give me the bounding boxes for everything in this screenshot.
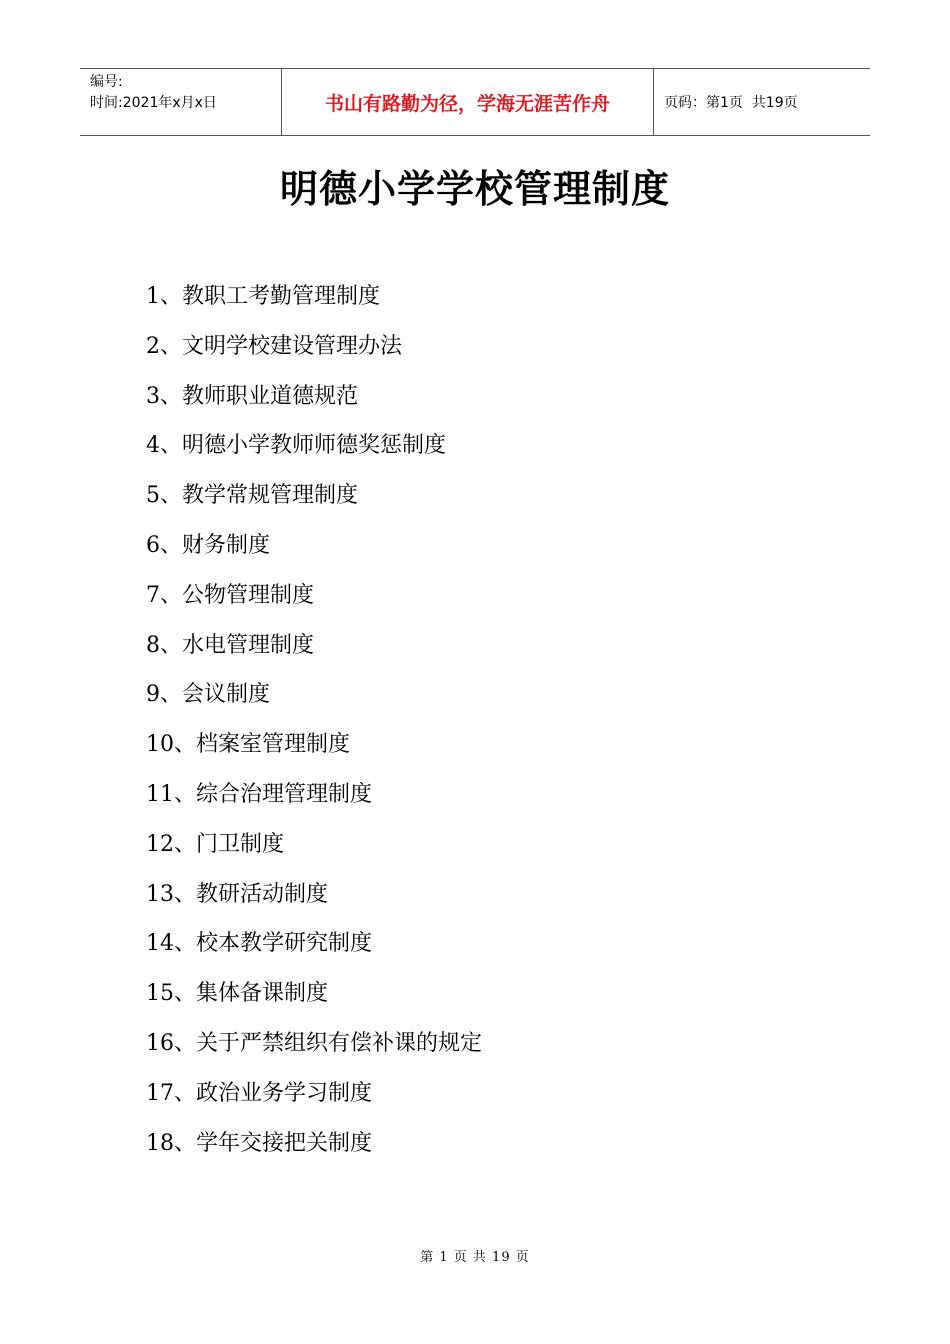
toc-item: 3、教师职业道德规范 — [146, 383, 358, 409]
toc-item: 4、明德小学教师师德奖惩制度 — [146, 433, 446, 459]
document-title: 明德小学学校管理制度 — [279, 166, 670, 211]
page-footer: 第 1 页 共 19 页 — [420, 1250, 530, 1265]
toc-item: 2、文明学校建设管理办法 — [146, 333, 402, 359]
header-motto-cell — [282, 69, 654, 135]
toc-item: 14、校本教学研究制度 — [146, 931, 372, 957]
header-page-cell — [654, 69, 870, 135]
toc-item: 10、档案室管理制度 — [146, 732, 350, 758]
header-page-info: 页码：第1页 共19页 — [664, 95, 798, 111]
toc-item: 16、关于严禁组织有偿补课的规定 — [146, 1030, 482, 1056]
document-time-label: 时间:2021年x月x日 — [90, 95, 217, 111]
document-number-label: 编号: — [90, 74, 123, 90]
toc-item: 11、综合治理管理制度 — [146, 781, 372, 807]
toc-item: 7、公物管理制度 — [146, 582, 314, 608]
toc-item: 5、教学常规管理制度 — [146, 483, 358, 509]
toc-item: 17、政治业务学习制度 — [146, 1080, 372, 1106]
toc-item: 9、会议制度 — [146, 682, 270, 708]
header-meta-cell — [80, 69, 282, 135]
toc-item: 15、集体备课制度 — [146, 981, 328, 1007]
table-of-contents — [146, 280, 482, 1176]
toc-item: 12、门卫制度 — [146, 831, 284, 857]
toc-item: 8、水电管理制度 — [146, 632, 314, 658]
toc-item: 6、财务制度 — [146, 532, 270, 558]
toc-item: 1、教职工考勤管理制度 — [146, 284, 380, 309]
toc-item: 13、教研活动制度 — [146, 881, 328, 907]
header-motto: 书山有路勤为径，学海无涯苦作舟 — [324, 92, 610, 115]
toc-item: 18、学年交接把关制度 — [146, 1130, 372, 1156]
page-header — [80, 68, 870, 136]
